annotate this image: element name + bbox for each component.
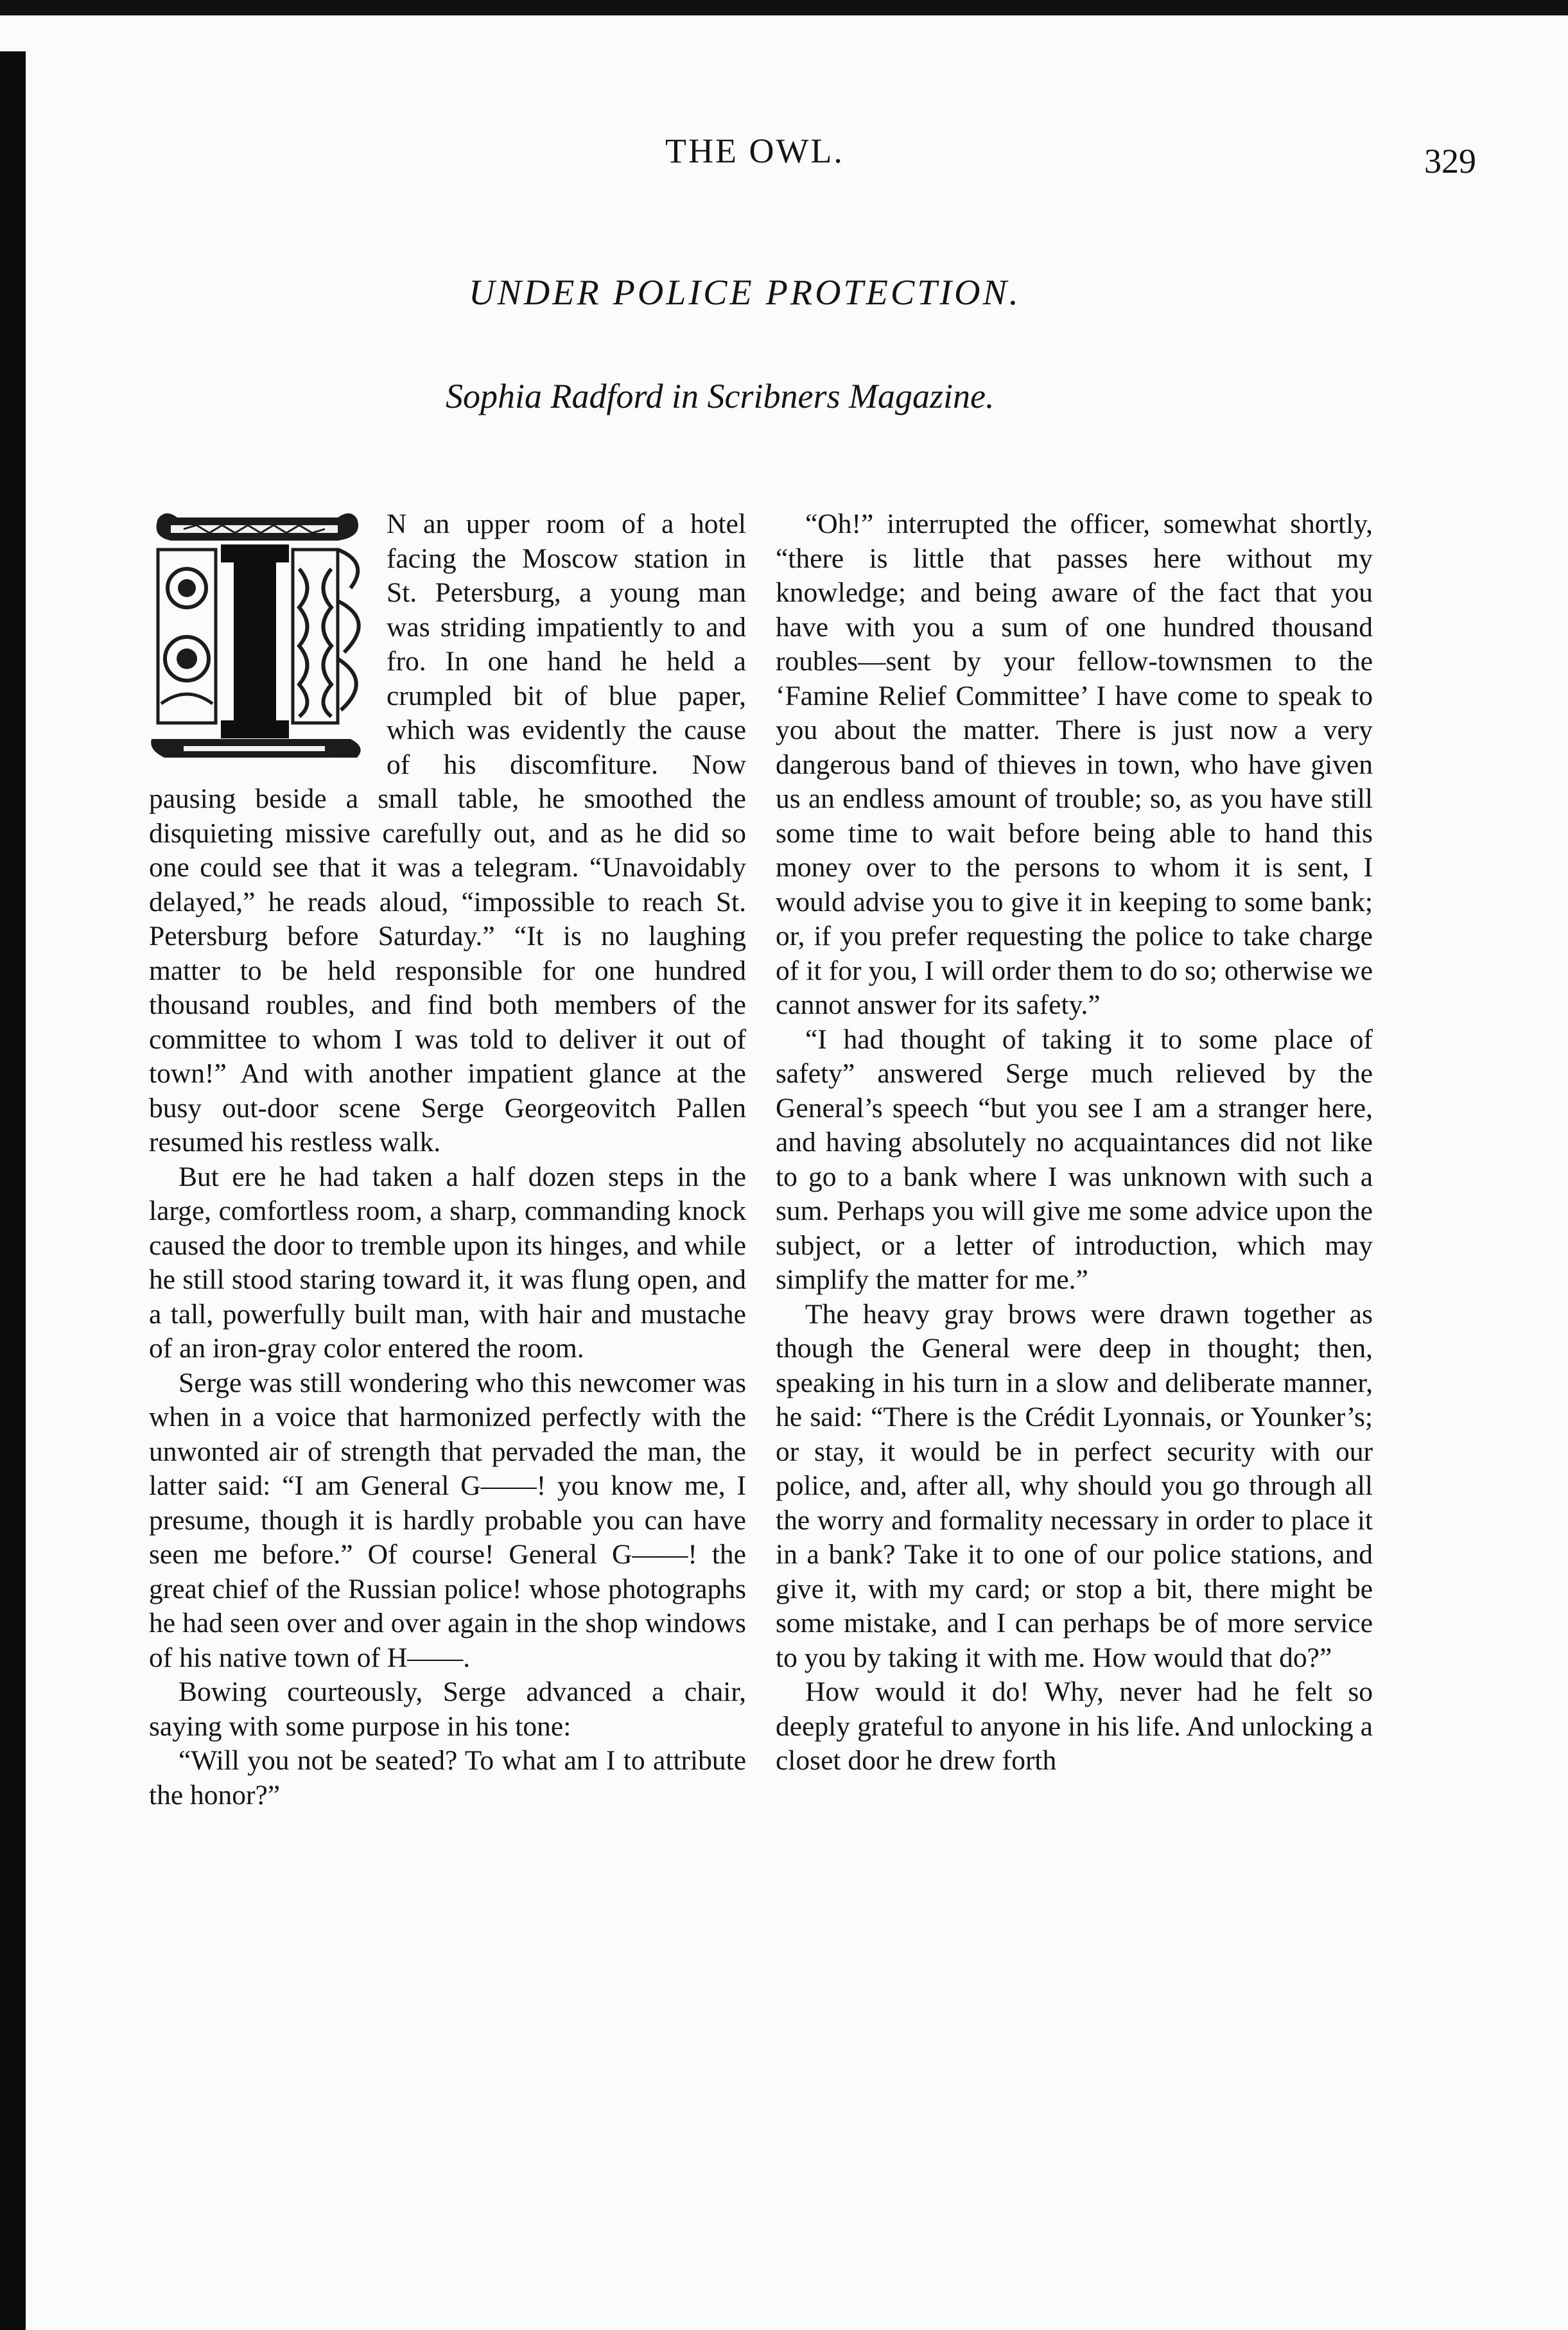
paragraph: The heavy gray brows were drawn together as though the General were deep in thought; then, speaking in his turn in a slow and deliberate manner, he said: “There is the Crédit Lyonnais, or Younker’s; or stay, it would be in perfect security with our police, and, after all, why should you go through all the worry and formality necessary in order to place it in a bank? Take it to one of our police stations, and give it, with my card; or stop a bit, there might be some mistake, and I can perhaps be of more service to you by taking it with me. How would that do?” (776, 1298, 1373, 1673)
paragraph: Serge was still wondering who this newcomer was when in a voice that harmonized perfectly with the unwonted air of strength that pervaded the man, the latter said: “I am General G——! you know me, I presume, though it is hardly probable you can have seen me before.” Of course! General G——! the great chief of the Russian police! whose photographs he had seen over and over again in the shop windows of his native town of H——. (149, 1367, 746, 1673)
running-head: THE OWL. (665, 132, 844, 170)
top-border-rule (0, 0, 1568, 15)
page-number: 329 (1424, 142, 1476, 180)
paragraph: “I had thought of taking it to some place of safety” answered Serge much relieved by the General’s speech “but you see I am a stranger here, and having absolutely no acquaintances did not like to go to a bank where I was unknown with such a sum. Perhaps you will give me some advice upon the subject, or a letter of introduction, which may simplify the matter for me.” (776, 1023, 1373, 1295)
paragraph: “Will you not be seated? To what am I to attribute the honor?” (149, 1745, 746, 1811)
paragraph: How would it do! Why, never had he felt so deeply grateful to anyone in his life. And unlocking a closet door he drew forth (776, 1676, 1373, 1776)
paragraph: But ere he had taken a half dozen steps in the large, comfortless room, a sharp, commanding knock caused the door to tremble upon its hinges, and while he still stood staring toward it, it was flung open, and a tall, powerfully built man, with hair and mustache of an iron-gray color entered the room. (149, 1161, 746, 1364)
paragraph: N an upper room of a hotel facing the Moscow station in St. Petersburg, a young man was striding impatiently to and fro. In one hand he held a crumpled bit of blue paper, which was evidently the cause of his discomfiture. Now pausing beside a small table, he smoothed the disquieting missive carefully out, and as he did so one could see that it was a telegram. “Unavoidably delayed,” he reads aloud, “impossible to reach St. Petersburg before Saturday.” “It is no laughing matter to be held responsible for one hundred thousand roubles, and find both members of the committee to whom I was told to deliver it out of town!” And with another impatient glance at the busy out-door scene Serge Georgeovitch Pallen resumed his restless walk. (149, 509, 746, 1158)
drop-cap-ornament-icon (145, 511, 370, 761)
text-column-left (149, 507, 746, 1813)
paragraph: Bowing courteously, Serge advanced a chair, saying with some purpose in his tone: (149, 1676, 746, 1742)
article-byline: Sophia Radford in Scribners Magazine. (446, 377, 995, 415)
ornamental-drop-cap (145, 511, 370, 761)
article-title: UNDER POLICE PROTECTION. (469, 273, 1021, 313)
paragraph: “Oh!” interrupted the officer, somewhat shortly, “there is little that passes here without my knowledge; and being aware of the fact that you have with you a sum of one hundred thousand roubles—sent by your fellow-townsmen to the ‘Famine Relief Committee’ I have come to speak to you about the matter. There is just now a very dangerous band of thieves in town, who have given us an endless amount of trouble; so, as you have still some time to wait before being able to hand this money over to the persons to whom it is sent, I would advise you to give it in keeping to some bank; or, if you prefer requesting the police to take charge of it for you, I will order them to do so; otherwise we cannot answer for its safety.” (776, 509, 1373, 1020)
left-binding-shadow (0, 51, 26, 2330)
text-column-right (776, 507, 1373, 1778)
